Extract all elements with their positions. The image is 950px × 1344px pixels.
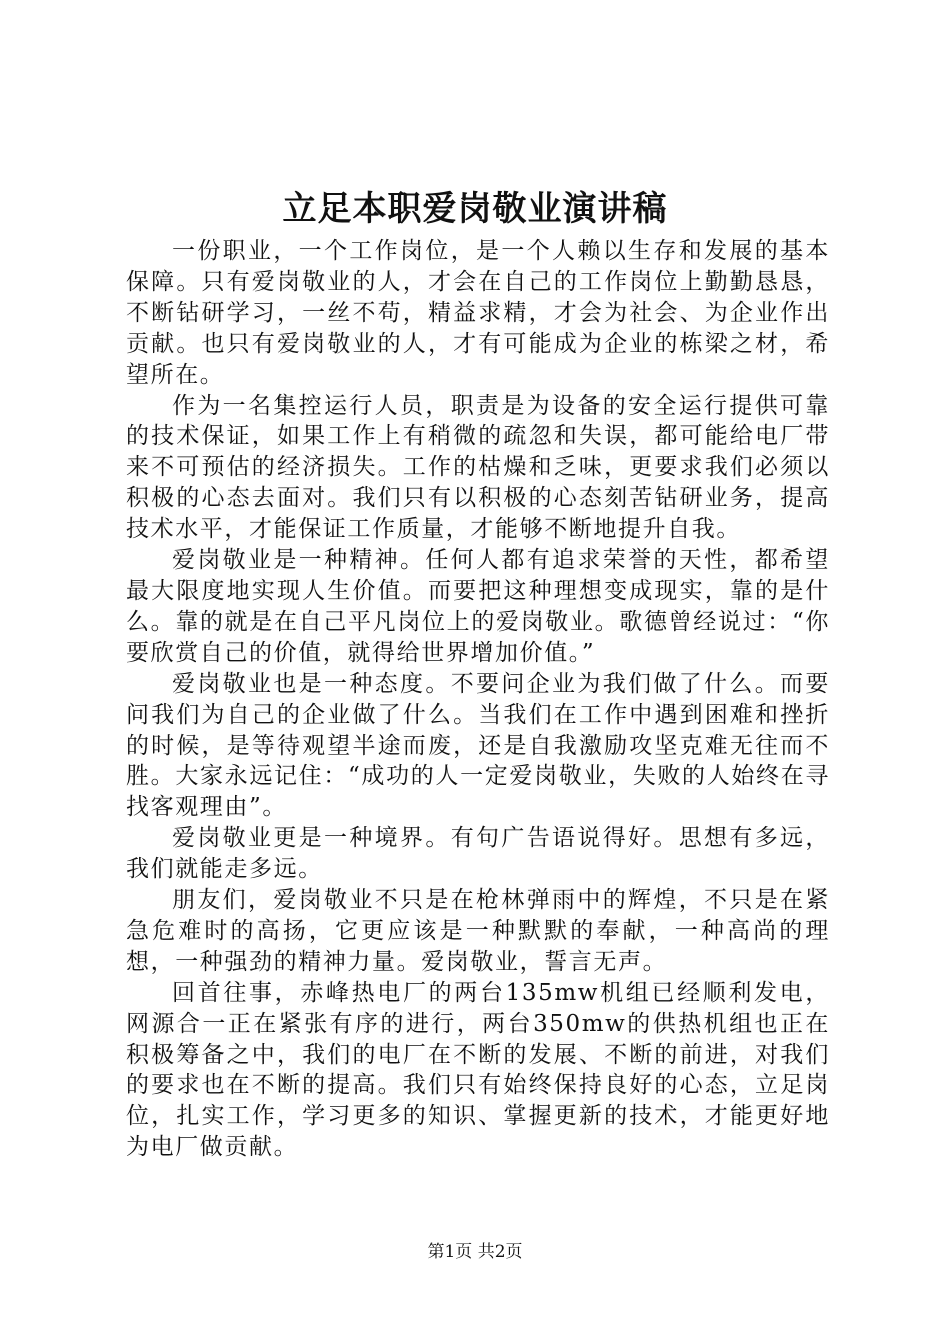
paragraph-2: 作为一名集控运行人员，职责是为设备的安全运行提供可靠的技术保证，如果工作上有稍微的疏忽和失误，都可能给电厂带来不可预估的经济损失。工作的枯燥和乏味，更要求我们必须以积极的心态去面对。我们只有以积极的心态刻苦钻研业务，提高技术水平，才能保证工作质量，才能够不断地提升自我。 xyxy=(126,392,830,543)
document-body xyxy=(126,236,830,1163)
paragraph-6: 朋友们，爱岗敬业不只是在枪林弹雨中的辉煌，不只是在紧急危难时的高扬，它更应该是一种默默的奉献，一种高尚的理想，一种强劲的精神力量。爱岗敬业，誓言无声。 xyxy=(126,887,830,975)
paragraph-7: 回首往事，赤峰热电厂的两台135mw机组已经顺利发电，网源合一正在紧张有序的进行，两台350mw的供热机组也正在积极筹备之中，我们的电厂在不断的发展、不断的前进，对我们的要求也在不断的提高。我们只有始终保持良好的心态，立足岗位，扎实工作，学习更多的知识、掌握更新的技术，才能更好地为电厂做贡献。 xyxy=(126,979,830,1161)
page-number-footer: 第1页 共2页 xyxy=(427,1242,523,1262)
paragraph-3: 爱岗敬业是一种精神。任何人都有追求荣誉的天性，都希望最大限度地实现人生价值。而要把这种理想变成现实，靠的是什么。靠的就是在自己平凡岗位上的爱岗敬业。歌德曾经说过：“你要欣赏自己的价值，就得给世界增加价值。” xyxy=(126,547,830,666)
paragraph-5: 爱岗敬业更是一种境界。有句广告语说得好。思想有多远，我们就能走多远。 xyxy=(126,825,830,883)
paragraph-1: 一份职业，一个工作岗位，是一个人赖以生存和发展的基本保障。只有爱岗敬业的人，才会在自己的工作岗位上勤勤恳恳，不断钻研学习，一丝不苟，精益求精，才会为社会、为企业作出贡献。也只有爱岗敬业的人，才有可能成为企业的栋梁之材，希望所在。 xyxy=(126,238,830,388)
paragraph-4: 爱岗敬业也是一种态度。不要问企业为我们做了什么。而要问我们为自己的企业做了什么。当我们在工作中遇到困难和挫折的时候，是等待观望半途而废，还是自我激励攻坚克难无往而不胜。大家永远记住：“成功的人一定爱岗敬业，失败的人始终在寻找客观理由”。 xyxy=(126,670,830,821)
page-title: 立足本职爱岗敬业演讲稿 xyxy=(282,189,668,229)
